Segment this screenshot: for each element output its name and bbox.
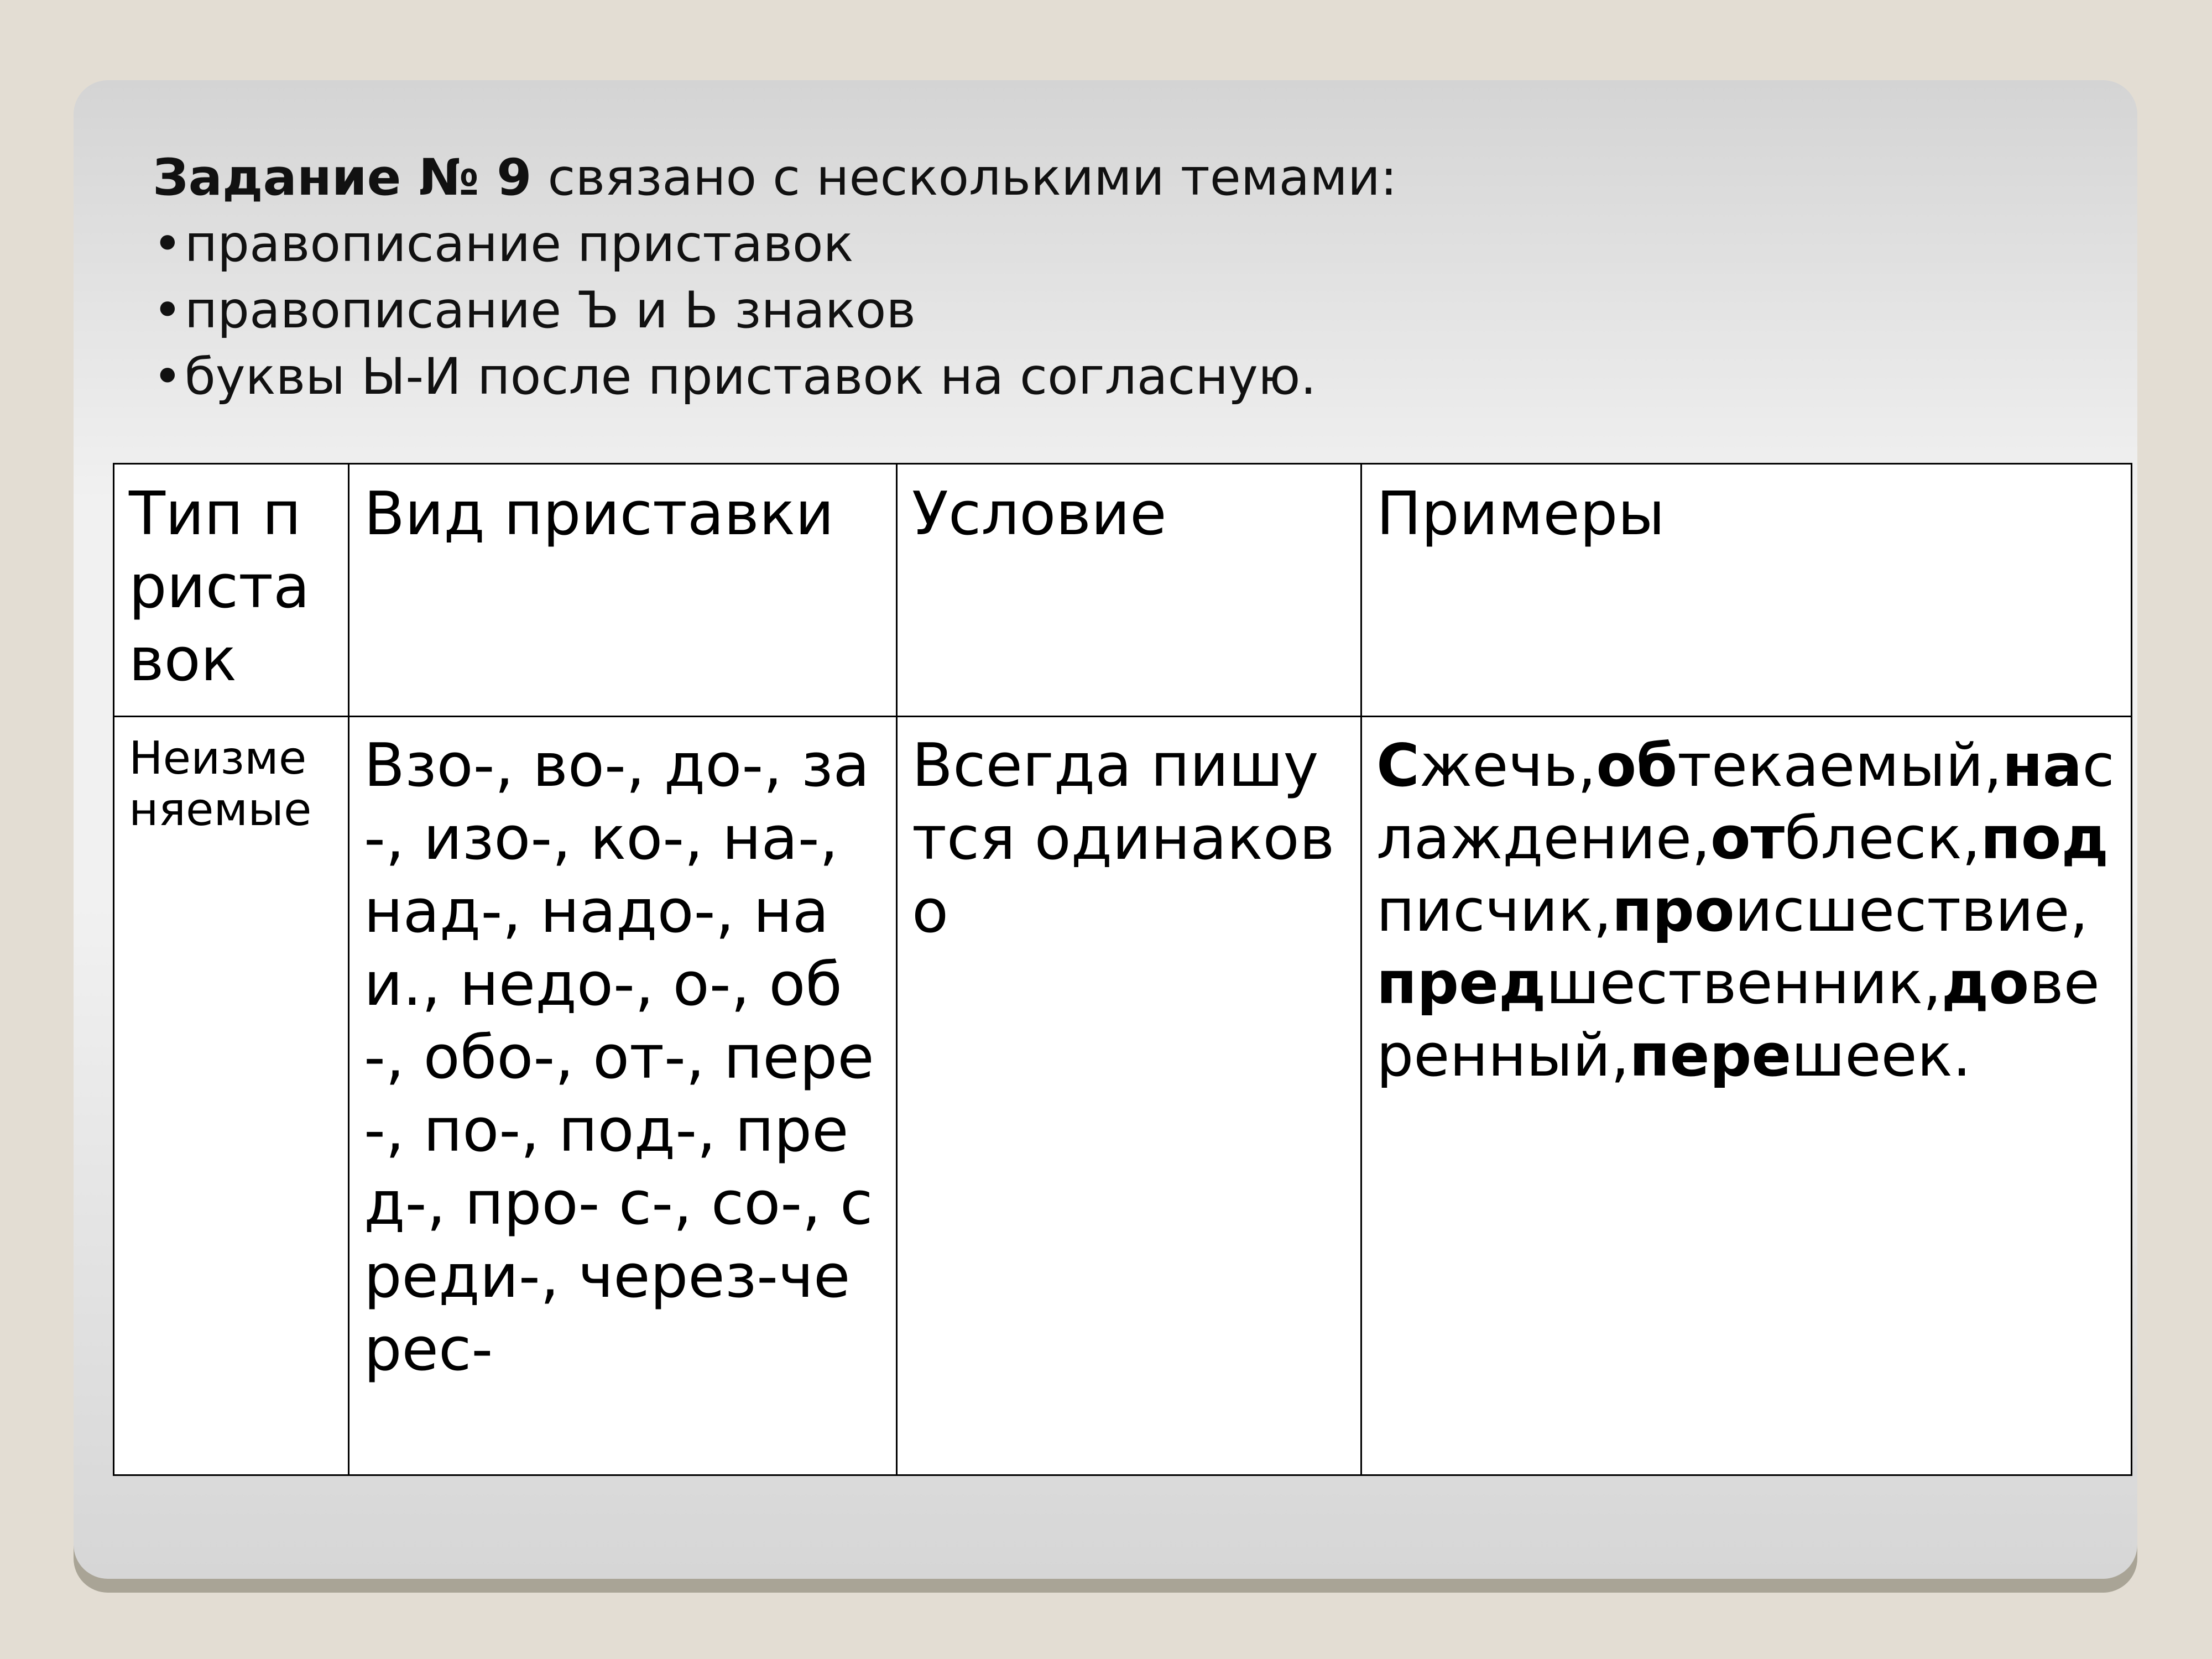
example-prefix: от	[1710, 804, 1785, 872]
bullet-item	[153, 211, 2033, 278]
example-prefix: на	[2002, 732, 2083, 800]
example-prefix: пере	[1629, 1021, 1792, 1089]
prefix-table	[113, 463, 2132, 1476]
header-examples: Примеры	[1361, 464, 2132, 717]
bullet-icon: •	[153, 348, 182, 406]
header-prefix-type: Тип приставок	[114, 464, 349, 717]
example-word-rest: шеек.	[1791, 1021, 1971, 1089]
example-prefix: пред	[1376, 949, 1546, 1017]
intro-text	[153, 145, 2033, 410]
example-word-rest: шественник,	[1546, 949, 1942, 1017]
example-prefix: про	[1611, 877, 1735, 945]
table-header-row	[114, 464, 2132, 717]
example-word-rest: исшествие,	[1734, 877, 2089, 945]
cell-prefix-kinds: Взо-, во-, до-, за-, изо-, ко-, на-, над-, надо-, наи., недо-, о-, об-, обо-, от-, пере-, по-, под-, пред-, про- с-, со-, среди-, через-черес-	[349, 717, 897, 1475]
example-prefix: об	[1596, 732, 1678, 800]
example-word-rest: веренный,	[1376, 949, 2100, 1089]
cell-examples	[1361, 717, 2132, 1475]
bullet-item	[153, 278, 2033, 344]
bullet-item	[153, 344, 2033, 410]
cell-condition: Всегда пишутся одинаково	[897, 717, 1361, 1475]
slide	[74, 80, 2137, 1579]
header-prefix-kind: Вид приставки	[349, 464, 897, 717]
task-number: Задание № 9	[153, 149, 532, 207]
bullet-text: буквы Ы-И после приставок на согласную.	[184, 348, 1317, 406]
bullet-text: правописание приставок	[184, 215, 854, 273]
bullet-icon: •	[153, 215, 182, 273]
intro-title	[153, 145, 2033, 211]
header-condition: Условие	[897, 464, 1361, 717]
intro-title-rest: связано с несколькими темами:	[531, 149, 1397, 207]
table-row	[114, 717, 2132, 1475]
example-prefix: С	[1376, 732, 1420, 800]
bullet-icon: •	[153, 281, 182, 340]
example-prefix: под	[1980, 804, 2109, 872]
cell-prefix-type: Неизменяемые	[114, 717, 349, 1475]
example-prefix: до	[1941, 949, 2030, 1017]
bullet-text: правописание Ъ и Ь знаков	[184, 281, 916, 340]
example-word-rest: слаждение,	[1376, 732, 2115, 872]
example-word-rest: писчик,	[1376, 877, 1612, 945]
example-word-rest: жечь,	[1419, 732, 1597, 800]
example-word-rest: текаемый,	[1677, 732, 2002, 800]
example-word-rest: блеск,	[1785, 804, 1981, 872]
